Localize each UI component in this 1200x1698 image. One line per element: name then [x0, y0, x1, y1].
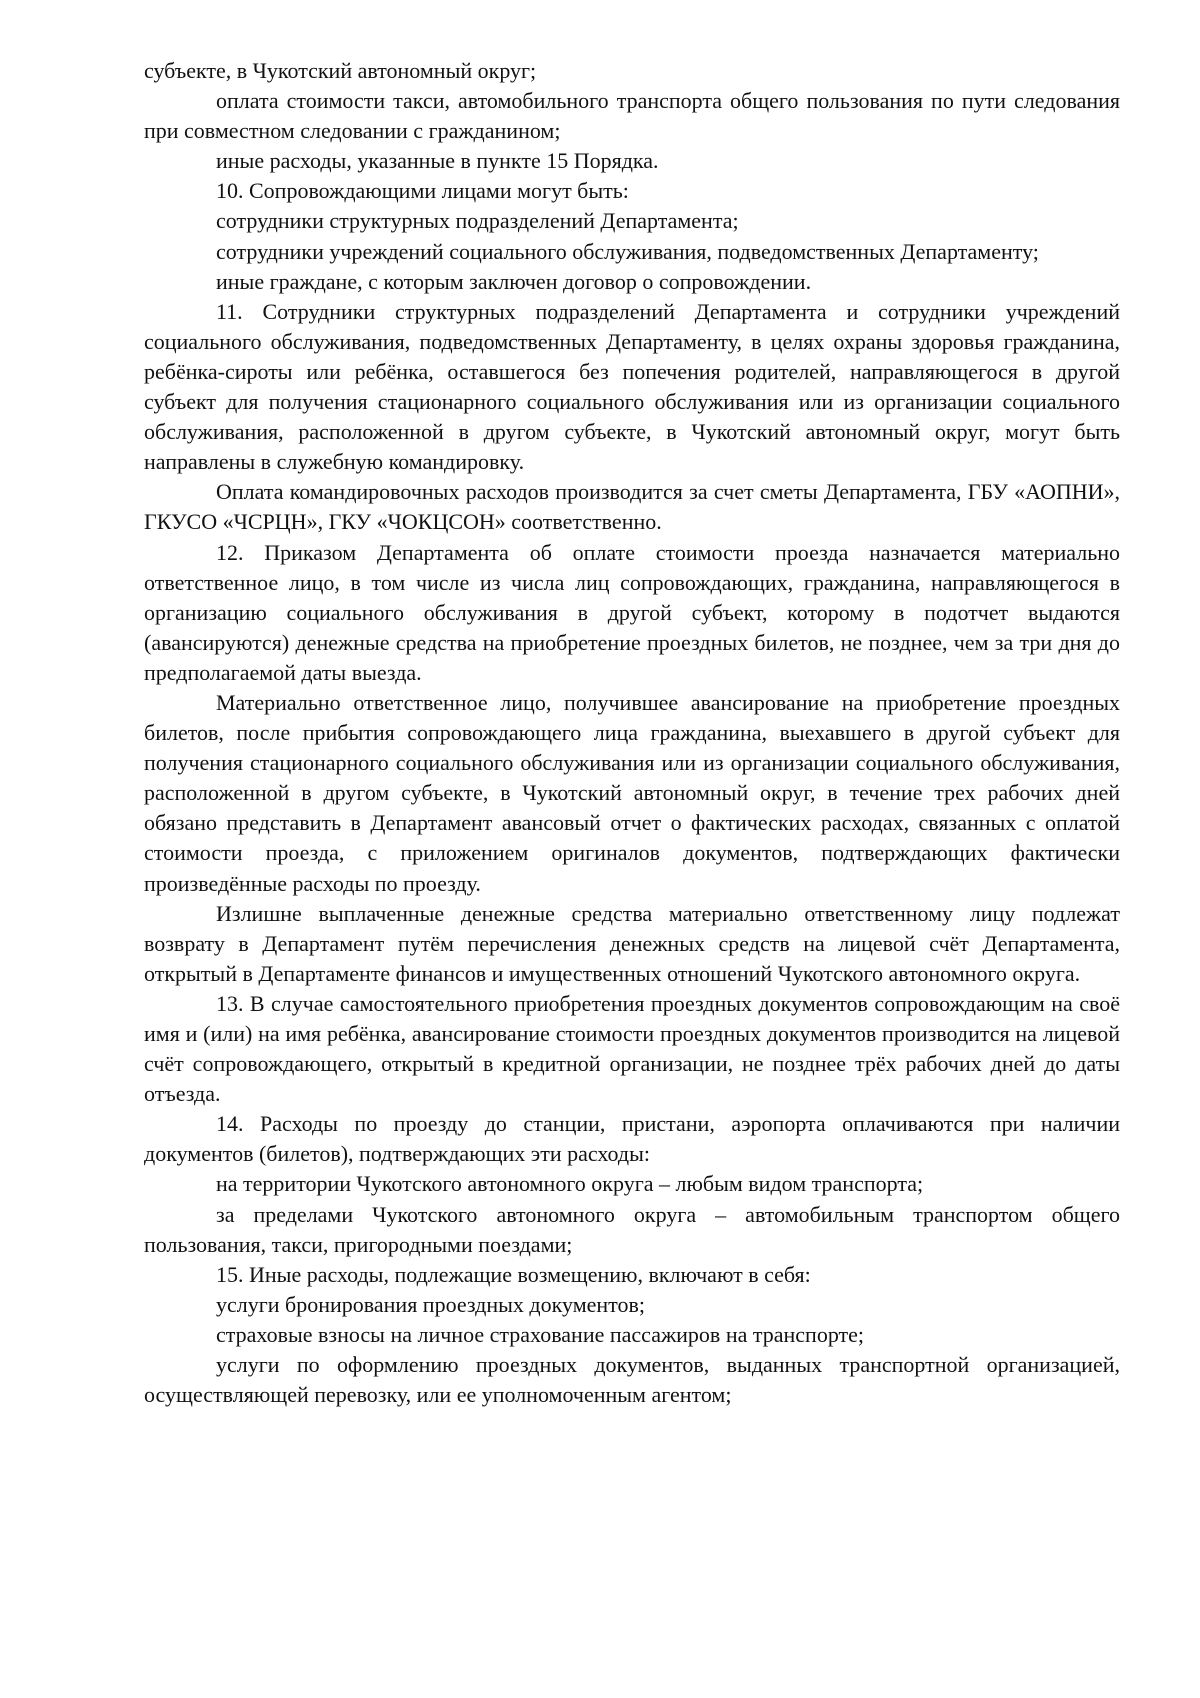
document-page — [144, 56, 1120, 1410]
paragraph: услуги по оформлению проездных документов, выданных транспортной организацией, осуществляющей перевозку, или ее уполномоченным агентом; — [144, 1352, 1120, 1408]
paragraph: Материально ответственное лицо, получившее авансирование на приобретение проездных билетов, после прибытия сопровождающего лица гражданина, выехавшего в другой субъект для получения стационарного социального обслуживания или из организации социального обслуживания, расположенной в другом субъекте, в Чукотский автономный округ, в течение трех рабочих дней обязано представить в Департамент авансовый отчет о фактических расходах, связанных с оплатой стоимости проезда, с приложением оригиналов документов, подтверждающих фактически произведённые расходы по проезду. — [144, 689, 1120, 896]
paragraph: на территории Чукотского автономного округа – любым видом транспорта; — [216, 1171, 924, 1197]
paragraph: 15. Иные расходы, подлежащие возмещению, включают в себя: — [216, 1261, 811, 1287]
paragraph: Оплата командировочных расходов производится за счет сметы Департамента, ГБУ «АОПНИ», ГКУСО «ЧСРЦН», ГКУ «ЧОКЦСОН» соответственно. — [144, 479, 1120, 535]
paragraph: сотрудники учреждений социального обслуживания, подведомственных Департаменту; — [216, 238, 1039, 264]
paragraph: 13. В случае самостоятельного приобретения проездных документов сопровождающим на своё имя и (или) на имя ребёнка, авансирование стоимости проездных документов производится на лицевой счёт сопровождающего, открытый в кредитной организации, не позднее трёх рабочих дней до даты отъезда. — [144, 990, 1120, 1107]
paragraph: иные расходы, указанные в пункте 15 Порядка. — [216, 148, 659, 174]
paragraph: 12. Приказом Департамента об оплате стоимости проезда назначается материально ответственное лицо, в том числе из числа лиц сопровождающих, гражданина, направляющегося в организацию социального обслуживания в другой субъект, которому в подотчет выдаются (авансируются) денежные средства на приобретение проездных билетов, не позднее, чем за три дня до предполагаемой даты выезда. — [144, 539, 1120, 685]
paragraph: оплата стоимости такси, автомобильного транспорта общего пользования по пути следования при совместном следовании с гражданином; — [144, 88, 1120, 144]
paragraph: 10. Сопровождающими лицами могут быть: — [216, 178, 629, 204]
paragraph: услуги бронирования проездных документов; — [216, 1291, 645, 1317]
paragraph: 11. Сотрудники структурных подразделений Департамента и сотрудники учреждений социального обслуживания, подведомственных Департаменту, в целях охраны здоровья гражданина, ребёнка-сироты или ребёнка, оставшегося без попечения родителей, направляющегося в другой субъект для получения стационарного социального обслуживания или из организации социального обслуживания, расположенной в другом субъекте, в Чукотский автономный округ, могут быть направлены в служебную командировку. — [144, 298, 1120, 475]
paragraph: Излишне выплаченные денежные средства материально ответственному лицу подлежат возврату в Департамент путём перечисления денежных средств на лицевой счёт Департамента, открытый в Департаменте финансов и имущественных отношений Чукотского автономного округа. — [144, 900, 1120, 986]
paragraph: сотрудники структурных подразделений Департамента; — [216, 208, 739, 234]
paragraph: страховые взносы на личное страхование пассажиров на транспорте; — [216, 1321, 865, 1347]
paragraph: за пределами Чукотского автономного округа – автомобильным транспортом общего пользования, такси, пригородными поездами; — [144, 1201, 1120, 1257]
paragraph: субъекте, в Чукотский автономный округ; — [144, 58, 537, 83]
paragraph: 14. Расходы по проезду до станции, пристани, аэропорта оплачиваются при наличии документов (билетов), подтверждающих эти расходы: — [144, 1111, 1120, 1167]
paragraph: иные граждане, с которым заключен договор о сопровождении. — [216, 268, 812, 294]
